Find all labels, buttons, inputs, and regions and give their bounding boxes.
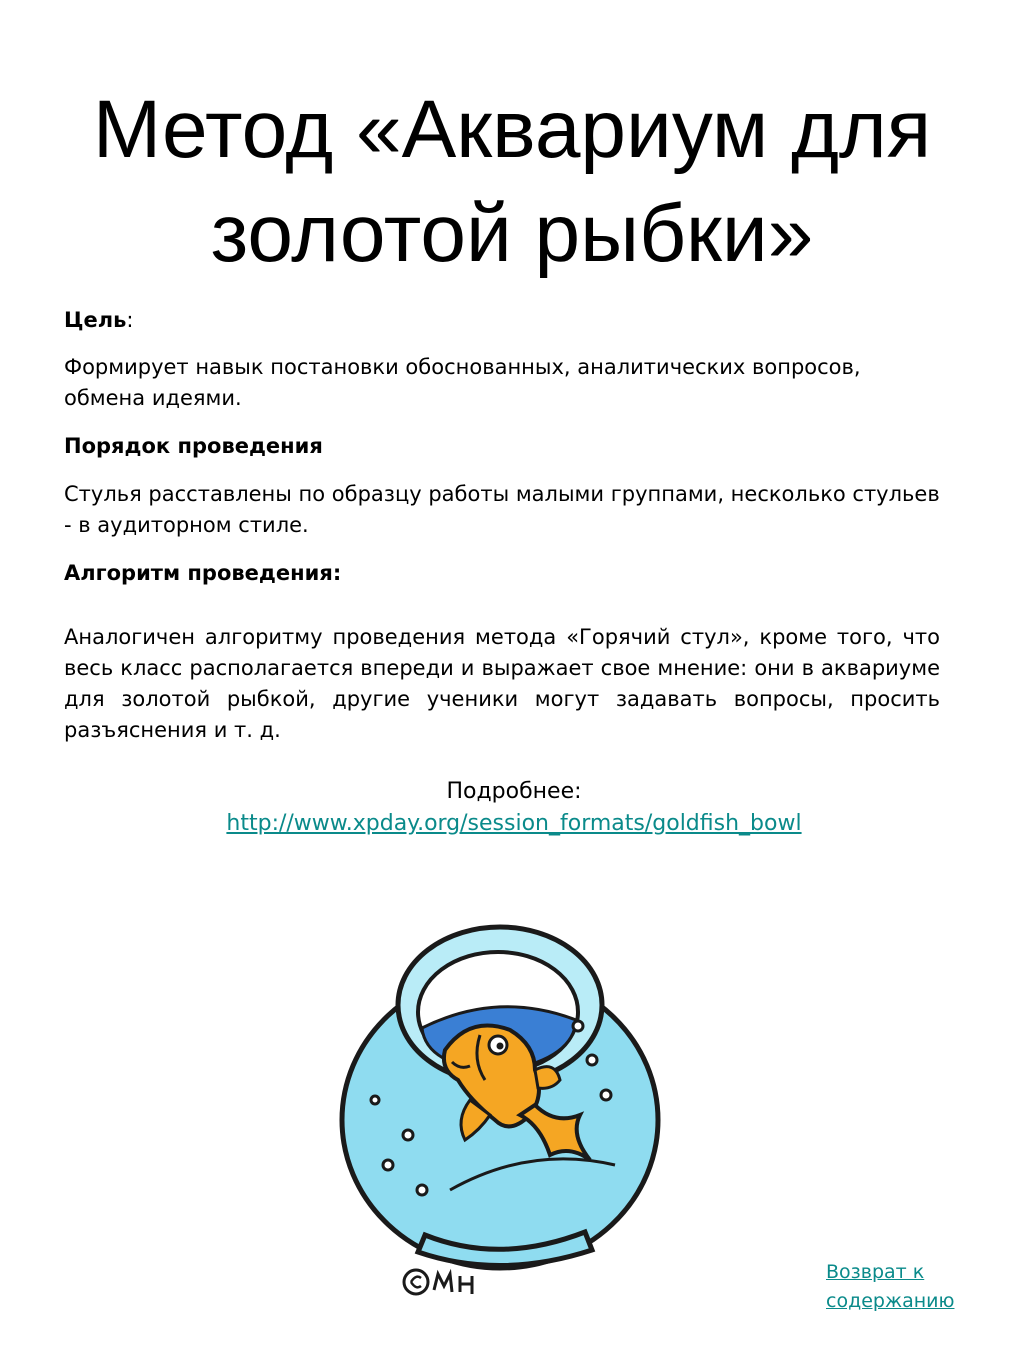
bubble: [601, 1090, 611, 1100]
back-to-contents-block: [826, 1258, 976, 1316]
order-heading: Порядок проведения: [64, 434, 323, 458]
bubble: [371, 1096, 379, 1104]
order-text: Стулья расставлены по образцу работы малыми группами, несколько стульев - в аудиторном стиле.: [64, 482, 940, 537]
bubble: [403, 1130, 413, 1140]
goal-text: Формирует навык постановки обоснованных, аналитических вопросов, обмена идеями.: [64, 355, 861, 410]
goal-label: Цель: [64, 308, 127, 332]
back-link-line1: Возврат к: [826, 1261, 925, 1283]
back-link-line2: содержанию: [826, 1290, 955, 1312]
algorithm-heading: Алгоритм проведения:: [64, 561, 342, 585]
bubble: [417, 1185, 427, 1195]
goldfish-bowl-icon: [330, 920, 690, 1320]
fish-fin-top: [535, 1067, 560, 1089]
goal-heading: [64, 305, 940, 336]
more-info-link[interactable]: http://www.xpday.org/session_formats/goldfish_bowl: [226, 811, 802, 836]
back-to-contents-link[interactable]: [826, 1261, 954, 1312]
more-label: Подробнее:: [446, 779, 582, 804]
algorithm-text: Аналогичен алгоритму проведения метода «Горячий стул», кроме того, что весь класс располагается впереди и выражает свое мнение: они в аквариуме для золотой рыбкой, другие ученики могут задавать вопросы, просить разъяснения и т. д.: [64, 625, 940, 742]
page-title: Метод «Аквариум для золотой рыбки»: [92, 84, 932, 279]
bubble: [573, 1021, 583, 1031]
bubble: [383, 1160, 393, 1170]
artist-signature: [404, 1270, 472, 1294]
goal-colon: :: [126, 308, 134, 332]
more-info-block: [64, 776, 964, 840]
bubble: [587, 1055, 597, 1065]
